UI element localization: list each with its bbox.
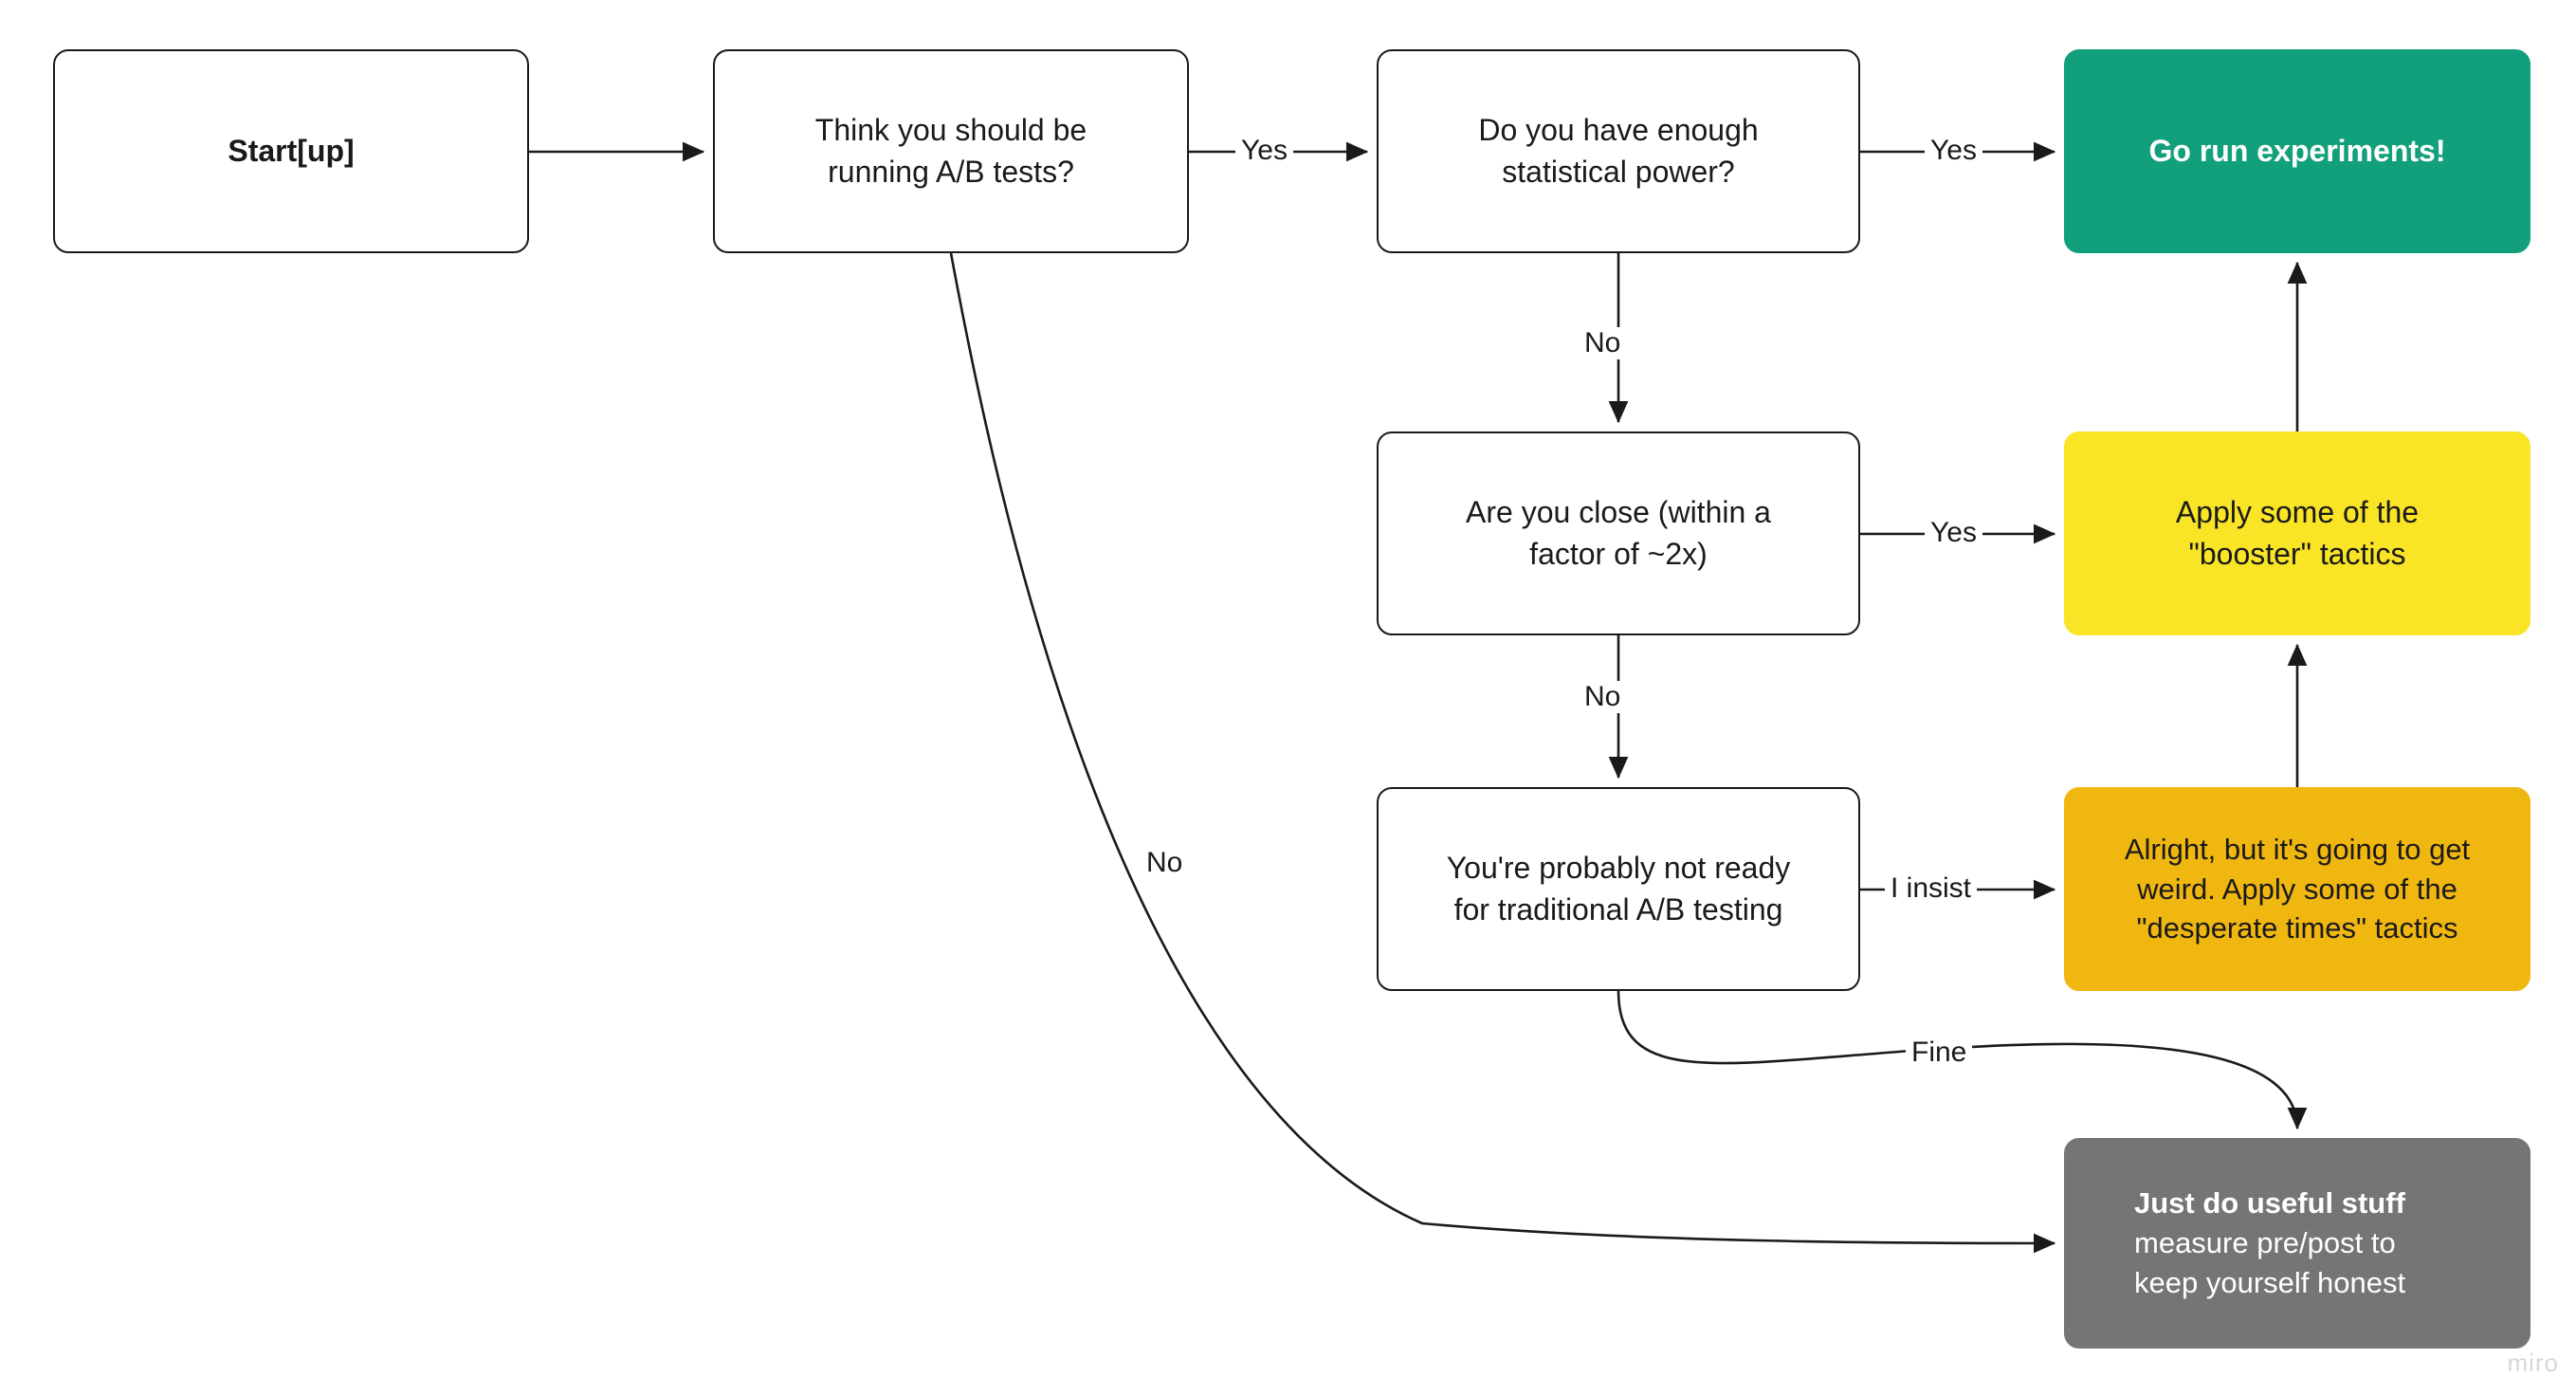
node-just-do-useful-stuff-line-1: Just do useful stuff <box>2134 1186 2405 1221</box>
node-not-ready-for-ab-testing[interactable] <box>1377 787 1860 991</box>
node-booster-tactics-line-2: "booster" tactics <box>2188 536 2406 571</box>
edge-label-no-enough-power: No <box>1579 327 1626 359</box>
node-are-you-close-line-2: factor of ~2x) <box>1529 536 1708 571</box>
node-should-run-ab-tests-line-1: Think you should be <box>814 113 1087 148</box>
node-desperate-times-tactics-line-3: "desperate times" tactics <box>2136 911 2458 945</box>
watermark-label: miro <box>2507 1349 2559 1377</box>
node-should-run-ab-tests-line-2: running A/B tests? <box>828 154 1074 189</box>
edge-label-no-should-test: No <box>1141 847 1188 879</box>
node-are-you-close-line-1: Are you close (within a <box>1466 495 1771 530</box>
edge-label-fine: Fine <box>1906 1037 1972 1069</box>
node-start-line-1: Start[up] <box>228 133 355 168</box>
node-just-do-useful-stuff-line-2: measure pre/post to <box>2134 1226 2396 1260</box>
node-should-run-ab-tests[interactable] <box>713 49 1189 253</box>
edge-label-yes-are-you-close: Yes <box>1925 517 1982 549</box>
node-enough-statistical-power-line-1: Do you have enough <box>1478 113 1759 148</box>
edge-label-yes-enough-power: Yes <box>1925 135 1982 167</box>
node-not-ready-for-ab-testing-line-1: You're probably not ready <box>1446 851 1791 886</box>
node-desperate-times-tactics-line-1: Alright, but it's going to get <box>2124 832 2471 866</box>
node-go-run-experiments-line-1: Go run experiments! <box>2148 133 2446 168</box>
node-desperate-times-tactics-line-2: weird. Apply some of the <box>2137 872 2457 906</box>
edge-label-i-insist: I insist <box>1885 872 1977 905</box>
node-just-do-useful-stuff-line-3: keep yourself honest <box>2134 1265 2406 1299</box>
edge-label-no-are-you-close: No <box>1579 681 1626 713</box>
node-booster-tactics[interactable] <box>2064 431 2530 635</box>
node-start[interactable] <box>53 49 529 253</box>
node-just-do-useful-stuff[interactable] <box>2064 1138 2530 1349</box>
node-are-you-close[interactable] <box>1377 431 1860 635</box>
edge-should-test-no <box>951 253 2055 1243</box>
node-booster-tactics-line-1: Apply some of the <box>2175 495 2420 530</box>
node-desperate-times-tactics[interactable] <box>2064 787 2530 991</box>
node-enough-statistical-power-line-2: statistical power? <box>1502 154 1735 189</box>
node-not-ready-for-ab-testing-line-2: for traditional A/B testing <box>1453 891 1783 927</box>
node-go-run-experiments[interactable] <box>2064 49 2530 253</box>
edge-label-yes-should-test: Yes <box>1235 135 1293 167</box>
node-enough-statistical-power[interactable] <box>1377 49 1860 253</box>
